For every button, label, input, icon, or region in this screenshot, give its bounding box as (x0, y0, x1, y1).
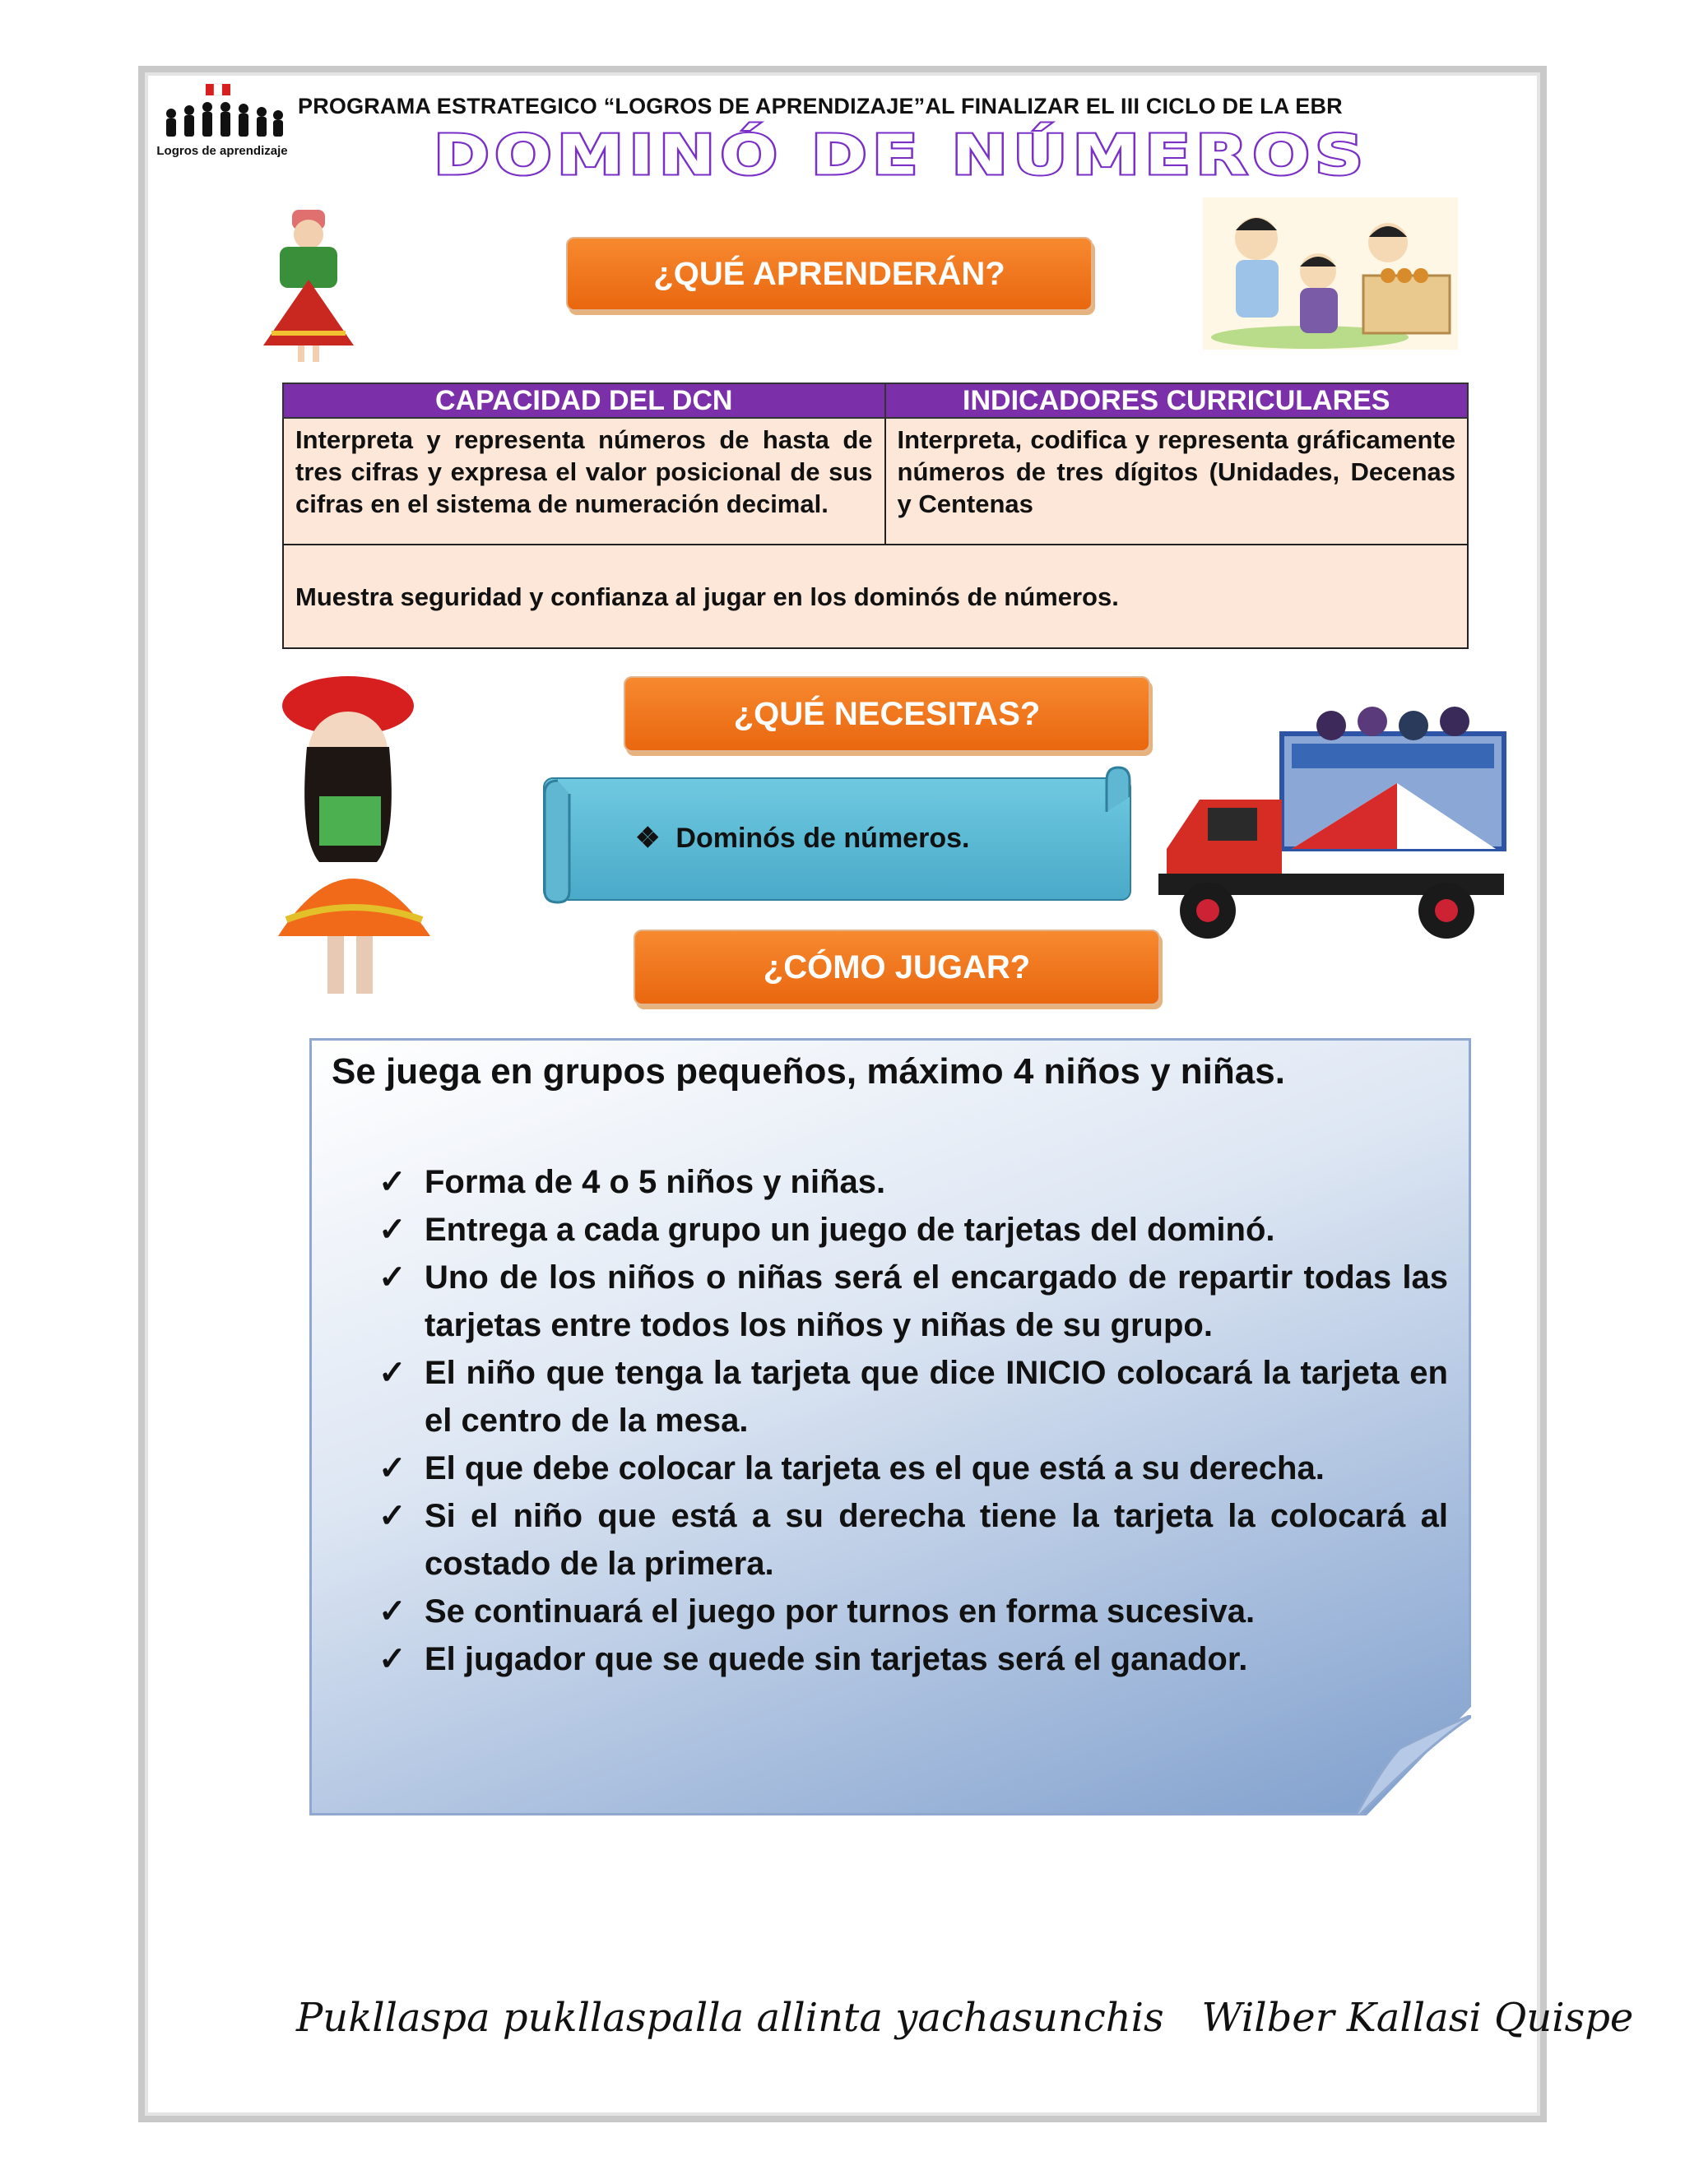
how-play-button: ¿CÓMO JUGAR? (634, 930, 1160, 1005)
footer (296, 1995, 1633, 2041)
rule-item (378, 1588, 1448, 1635)
materials-item-label: Dominós de números. (675, 823, 970, 854)
rule-text: Si el niño que está a su derecha tiene la tarjeta la colocará al costado de la primera. (425, 1498, 1448, 1582)
check-icon: ✓ (378, 1593, 406, 1630)
check-icon: ✓ (378, 1498, 406, 1534)
logros-logo (156, 82, 290, 161)
rule-item (378, 1158, 1448, 1206)
materials-item (635, 822, 969, 855)
curriculum-table (282, 383, 1469, 649)
rule-item (378, 1349, 1448, 1444)
rule-item (378, 1254, 1448, 1349)
what-need-button: ¿QUÉ NECESITAS? (624, 676, 1150, 752)
rule-text: Forma de 4 o 5 niños y niñas. (425, 1164, 886, 1200)
logo-text: Logros de aprendizaje (156, 144, 288, 158)
rule-text: El que debe colocar la tarjeta es el que está a su derecha. (425, 1450, 1325, 1486)
check-icon: ✓ (378, 1641, 406, 1677)
page-curl (1326, 1715, 1471, 1815)
rule-item (378, 1635, 1448, 1683)
diamond-bullet-icon: ❖ (635, 823, 661, 854)
footer-author: Wilber Kallasi Quispe (1201, 1995, 1634, 2041)
rule-item (378, 1492, 1448, 1588)
check-icon: ✓ (378, 1450, 406, 1486)
page-title: DOMINÓ DE NÚMEROS (433, 123, 1369, 188)
rule-item (378, 1206, 1448, 1254)
rule-text: Se continuará el juego por turnos en forma sucesiva. (425, 1593, 1256, 1630)
rule-text: El jugador que se quede sin tarjetas será el ganador. (425, 1641, 1248, 1677)
rule-text: El niño que tenga la tarjeta que dice INICIO colocará la tarjeta en el centro de la mesa. (425, 1355, 1448, 1439)
program-header: PROGRAMA ESTRATEGICO “LOGROS DE APRENDIZAJE”AL FINALIZAR EL III CICLO DE LA EBR (298, 94, 1343, 118)
rule-item (378, 1444, 1448, 1492)
rules-intro: Se juega en grupos pequeños, máximo 4 niños y niñas. (332, 1051, 1285, 1092)
materials-scroll (543, 777, 1131, 901)
doll-red-hat-image (262, 673, 459, 1002)
doll-image (247, 202, 370, 370)
indicators-header: INDICADORES CURRICULARES (885, 383, 1468, 418)
footer-motto: Pukllaspa pukllaspalla allinta yachasunchis (296, 1995, 1164, 2041)
children-image (1203, 197, 1458, 350)
check-icon: ✓ (378, 1355, 406, 1391)
check-icon: ✓ (378, 1164, 406, 1200)
truck-image (1150, 676, 1530, 956)
check-icon: ✓ (378, 1212, 406, 1248)
capacity-header: CAPACIDAD DEL DCN (283, 383, 885, 418)
capacity-cell: Interpreta y representa números de hasta de tres cifras y expresa el valor posicional de sus cifras en el sistema de numeración decimal. (283, 418, 885, 545)
scroll-curl-right (1103, 764, 1133, 814)
rule-text: Uno de los niños o niñas será el encargado de repartir todas las tarjetas entre todos los niños y niñas de su grupo. (425, 1259, 1448, 1343)
scroll-curl-left (541, 776, 574, 906)
rules-list (378, 1158, 1448, 1683)
what-learn-button: ¿QUÉ APRENDERÁN? (566, 237, 1093, 311)
attitude-cell: Muestra seguridad y confianza al jugar en los dominós de números. (283, 545, 1468, 648)
indicator-cell: Interpreta, codifica y representa gráficamente números de tres dígitos (Unidades, Decenas y Centenas (885, 418, 1468, 545)
rule-text: Entrega a cada grupo un juego de tarjetas del dominó. (425, 1212, 1275, 1248)
check-icon: ✓ (378, 1259, 406, 1296)
